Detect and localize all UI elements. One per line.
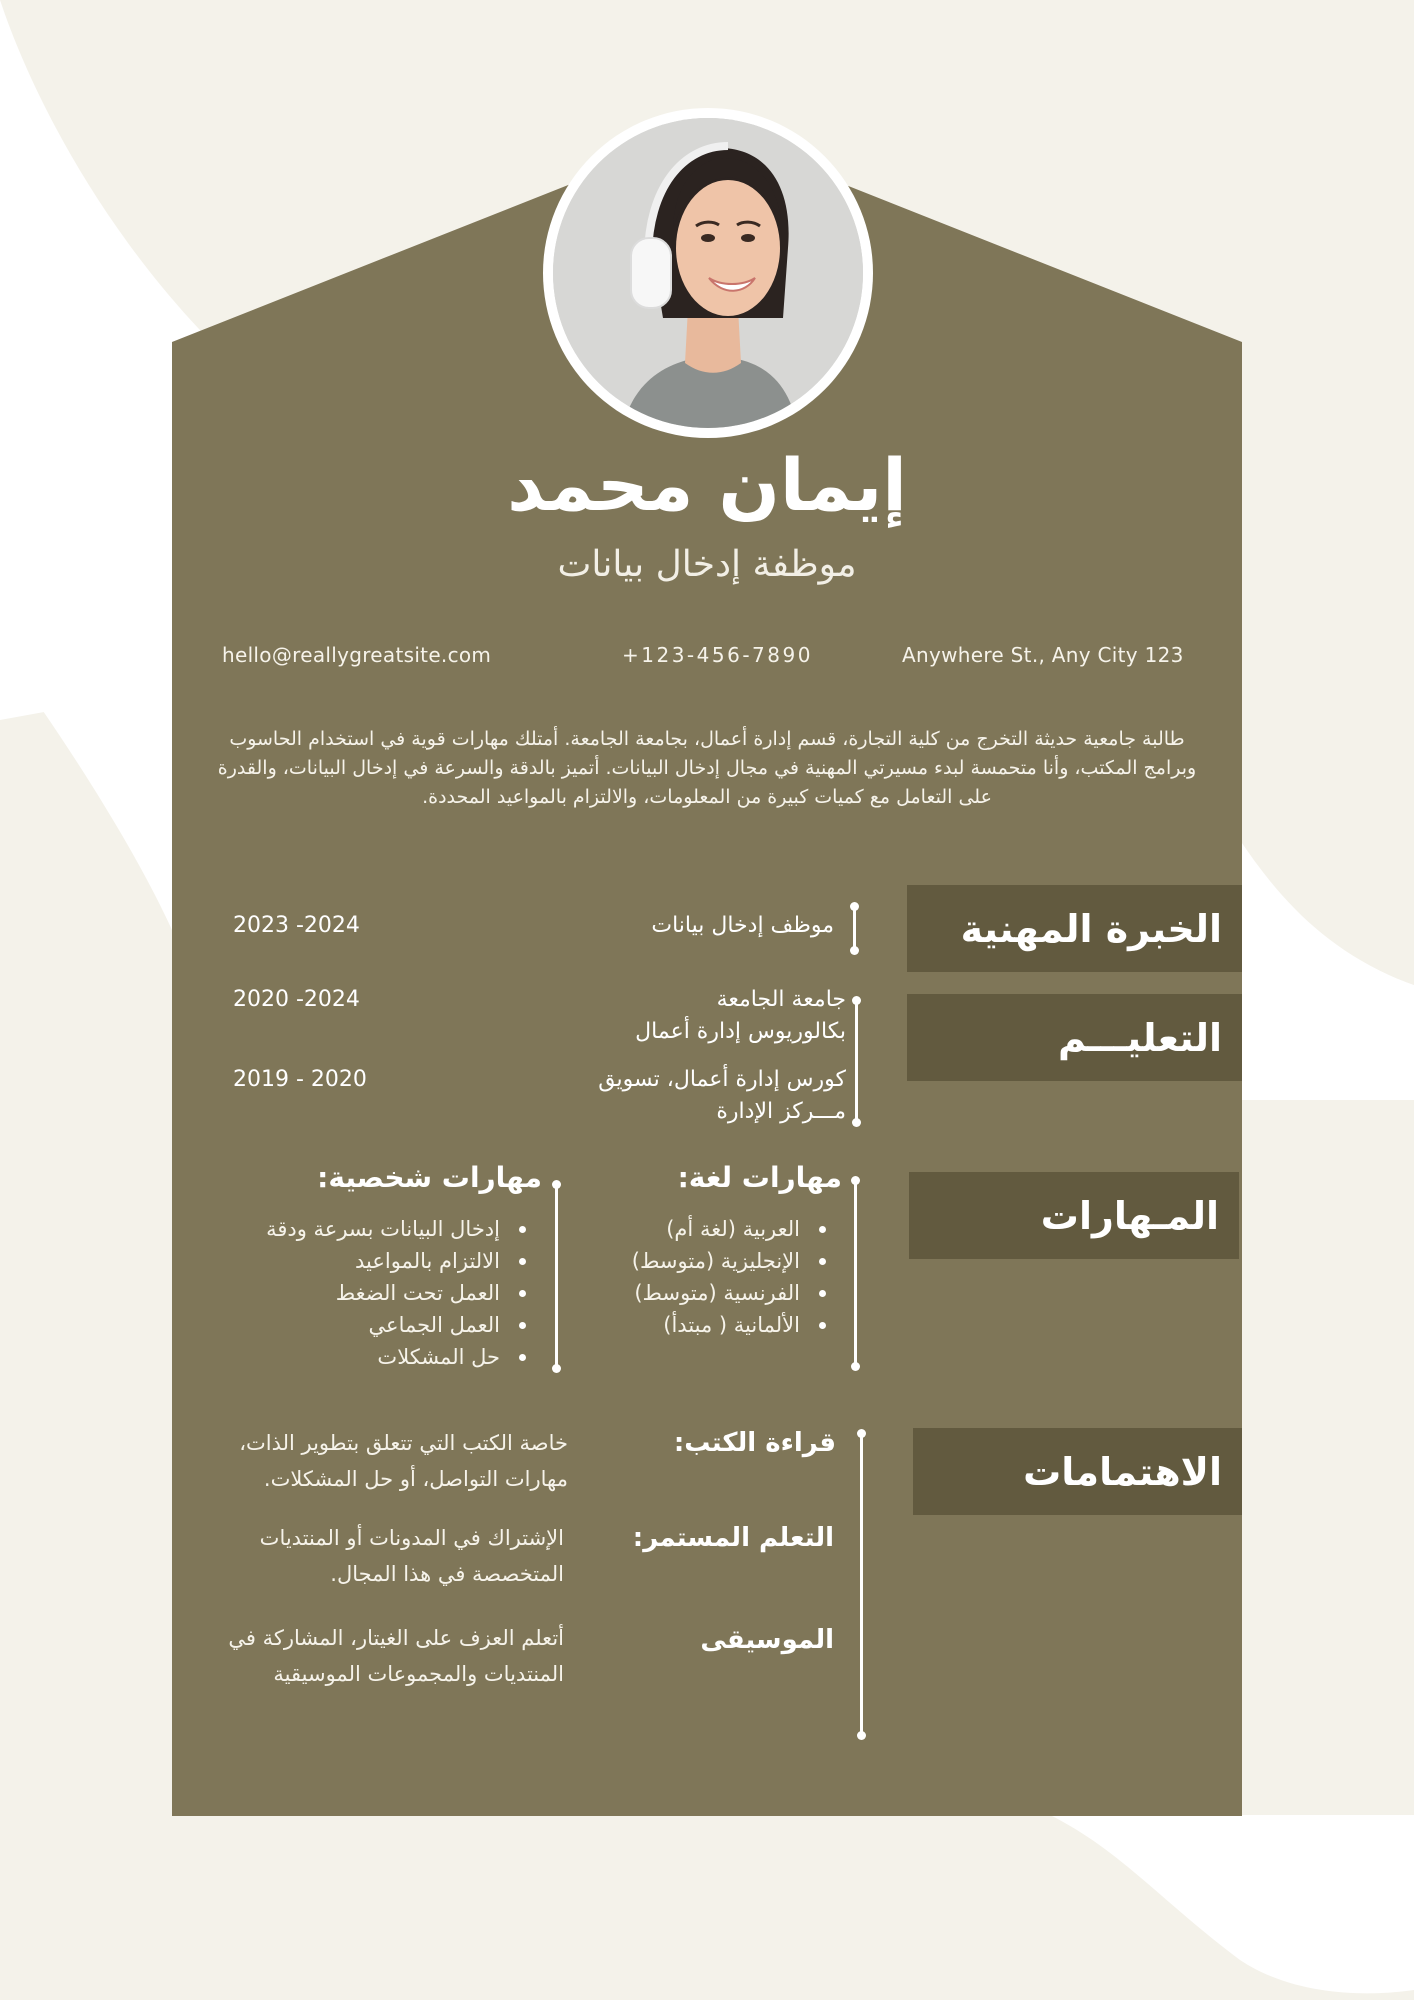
list-item: الألمانية ( مبتدأ) — [632, 1309, 834, 1341]
section-header-skills — [909, 1172, 1239, 1259]
bullet-icon — [519, 1322, 526, 1329]
list-item: العربية (لغة أم) — [632, 1213, 834, 1245]
bullet-icon — [819, 1226, 826, 1233]
experience-dates: 2023 -2024 — [233, 913, 360, 938]
bullet-icon — [519, 1226, 526, 1233]
personal-skills-list — [266, 1213, 534, 1373]
list-item: إدخال البيانات بسرعة ودقة — [266, 1213, 534, 1245]
section-header-interests — [913, 1428, 1242, 1515]
education-dates: 2019 - 2020 — [233, 1067, 367, 1092]
education-course: كورس إدارة أعمال، تسويق — [598, 1067, 846, 1092]
timeline-dot — [852, 1118, 861, 1127]
education-institution: جامعة الجامعة — [716, 987, 846, 1012]
education-center: مـــركز الإدارة — [716, 1099, 846, 1124]
contact-address: Anywhere St., Any City 123 — [902, 643, 1184, 667]
profile-photo — [553, 118, 863, 428]
section-header-education — [907, 994, 1242, 1081]
bullet-icon — [819, 1290, 826, 1297]
interest-text-music: أتعلم العزف على الغيتار، المشاركة في المنتديات والمجموعات الموسيقية — [228, 1626, 564, 1686]
list-item: الإنجليزية (متوسط) — [632, 1245, 834, 1277]
timeline-line — [854, 1180, 857, 1366]
contact-phone[interactable]: +123-456-7890 — [622, 643, 813, 667]
timeline-dot — [857, 1731, 866, 1740]
education-dates: 2020 -2024 — [233, 987, 360, 1012]
timeline-line — [860, 1433, 863, 1733]
bullet-icon — [519, 1258, 526, 1265]
experience-role: موظف إدخال بيانات — [651, 913, 834, 938]
timeline-dot — [852, 996, 861, 1005]
timeline-dot — [851, 1176, 860, 1185]
list-item: الالتزام بالمواعيد — [266, 1245, 534, 1277]
personal-skills-heading: مهارات شخصية: — [317, 1161, 542, 1194]
timeline-line — [855, 1000, 858, 1122]
language-skills-heading: مهارات لغة: — [677, 1161, 842, 1194]
language-skills-list — [632, 1213, 834, 1341]
contact-email[interactable]: hello@reallygreatsite.com — [222, 643, 492, 667]
section-title-skills: المـهارات — [1040, 1193, 1219, 1238]
list-item: الفرنسية (متوسط) — [632, 1277, 834, 1309]
timeline-dot — [850, 902, 859, 911]
section-title-experience: الخبرة المهنية — [960, 906, 1222, 951]
job-title: موظفة إدخال بيانات — [557, 544, 857, 585]
profile-summary: طالبة جامعية حديثة التخرج من كلية التجارة، قسم إدارة أعمال، بجامعة الجامعة. أمتلك مهارات قوية في استخدام الحاسوب وبرامج المكتب، وأنا متحمسة لبدء مسيرتي المهنية في مجال إدخال البيانات. أتميز بالدقة والسرعة في إدخال البيانات، والقدرة على التعامل مع كميات كبيرة من المعلومات، والالتزام بالمواعيد المحددة. — [217, 728, 1197, 808]
list-item: العمل الجماعي — [266, 1309, 534, 1341]
section-title-interests: الاهتمامات — [1023, 1449, 1222, 1494]
interest-text-learning: الإشتراك في المدونات أو المنتديات المتخصصة في هذا المجال. — [259, 1526, 564, 1586]
timeline-line — [555, 1184, 558, 1368]
interest-heading-music: الموسيقى — [700, 1625, 834, 1655]
timeline-dot — [552, 1364, 561, 1373]
section-title-education: التعليـــم — [1057, 1015, 1222, 1060]
bullet-icon — [519, 1290, 526, 1297]
timeline-dot — [857, 1429, 866, 1438]
list-item: العمل تحت الضغط — [266, 1277, 534, 1309]
bullet-icon — [519, 1354, 526, 1361]
education-degree: بكالوريوس إدارة أعمال — [635, 1019, 846, 1044]
timeline-dot — [850, 946, 859, 955]
bullet-icon — [819, 1258, 826, 1265]
interest-heading-reading: قراءة الكتب: — [673, 1428, 836, 1458]
timeline-dot — [552, 1180, 561, 1189]
bullet-icon — [819, 1322, 826, 1329]
interest-heading-learning: التعلم المستمر: — [632, 1523, 834, 1553]
list-item: حل المشكلات — [266, 1341, 534, 1373]
interest-text-reading: خاصة الكتب التي تتعلق بتطوير الذات، مهارات التواصل، أو حل المشكلات. — [239, 1431, 568, 1491]
section-header-experience — [907, 885, 1242, 972]
person-name: إيمان محمد — [507, 443, 907, 527]
timeline-line — [853, 906, 856, 950]
portrait-icon — [553, 118, 863, 428]
timeline-dot — [851, 1362, 860, 1371]
